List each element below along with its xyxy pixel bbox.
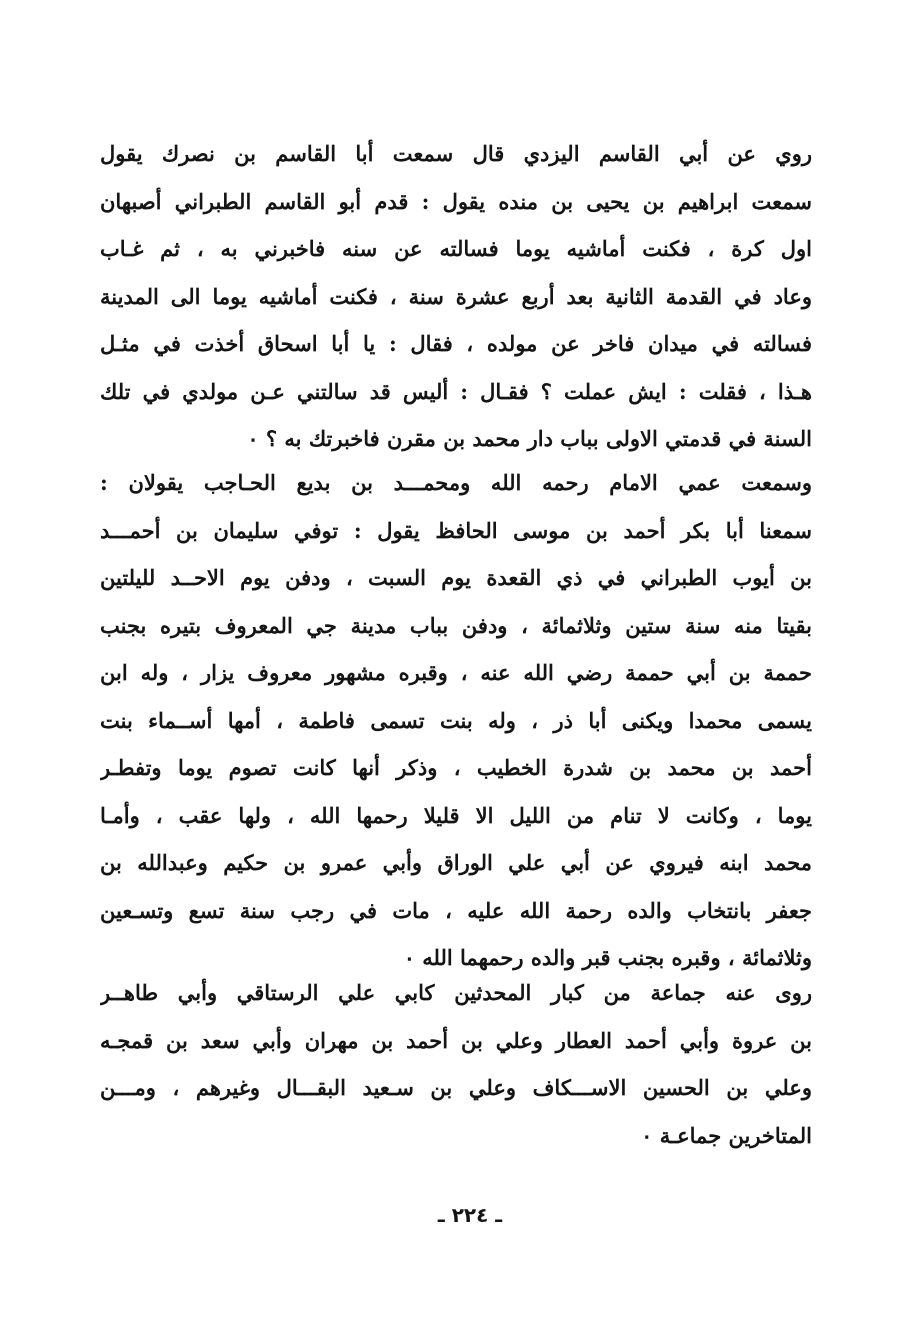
text-line: أحمد بن محمد بن شدرة الخطيب ، وذكر أنها كانت تصوم يوما وتفطـر: [100, 755, 812, 780]
text-line: وسمعت عمي الامام رحمه الله ومحمـــد بن بديع الحـاجب يقولان :: [100, 470, 812, 495]
text-line: يسمى محمدا ويكنى أبا ذر ، وله بنت تسمى فاطمة ، أمها أســماء بنت: [100, 707, 812, 733]
text-line: بقيتا منه سنة ستين وثلاثمائة ، ودفن بباب مدينة جي المعروف بتيره بجنب: [100, 612, 812, 638]
text-line: بن عروة وأبي أحمد العطار وعلي بن أحمد بن مهران وأبي سعد بن قمجـه: [100, 1027, 812, 1053]
text-line: وعلي بن الحسين الاســـكاف وعلي بن سـعيد البقـــال وغيرهم ، ومـــن: [100, 1075, 812, 1100]
text-line: وعاد في القدمة الثانية بعد أربع عشرة سنة ، فكنت أماشيه يوما الى المدينة: [100, 283, 812, 309]
text-line: المتاخرين جماعـة ٠: [641, 1122, 812, 1148]
text-line: السنة في قدمتي الاولى بباب دار محمد بن مقرن فاخبرتك به ؟ ٠: [247, 426, 812, 451]
text-line: جعفر بانتخاب والده رحمة الله عليه ، مات في رجب سنة تسع وتسـعين: [100, 897, 812, 923]
text-line: سمعت ابراهيم بن يحيى بن منده يقول : قدم أبو القاسم الطبراني أصبهان: [100, 188, 812, 214]
text-line: فسالته في ميدان فاخر عن مولده ، فقال : يا أبا اسحاق أخذت في مثـل: [100, 331, 812, 356]
paragraph: [100, 969, 812, 1159]
paragraph: [100, 130, 812, 463]
paragraph: [100, 459, 812, 982]
page-number: ـ ٢٢٤ ـ: [437, 1203, 503, 1227]
text-line: سمعنا أبا بكر أحمد بن موسى الحافظ يقول : توفي سليمان بن أحمـــد: [100, 517, 812, 543]
text-line: يوما ، وكانت لا تنام من الليل الا قليلا رحمها الله ، ولها عقب ، وأمـا: [100, 802, 812, 828]
text-line: وثلاثمائة ، وقبره بجنب قبر والده رحمهما الله ٠: [403, 945, 812, 970]
text-line: محمد ابنه فيروي عن أبي علي الوراق وأبي عمرو بن حكيم وعبدالله بن: [100, 850, 812, 875]
text-line: روي عن أبي القاسم اليزدي قال سمعت أبا القاسم بن نصرك يقول: [100, 141, 812, 166]
text-line: حممة بن أبي حممة رضي الله عنه ، وقبره مشهور معروف يزار ، وله ابن: [100, 660, 812, 685]
text-line: روى عنه جماعة من كبار المحدثين كابي علي الرستاقي وأبي طاهــر: [100, 980, 812, 1005]
text-line: بن أيوب الطبراني في ذي القعدة يوم السبت ، ودفن يوم الاحــد لليلتين: [100, 565, 812, 590]
text-line: اول كرة ، فكنت أماشيه يوما فسالته عن سنه فاخبرني به ، ثم غـاب: [100, 236, 812, 261]
text-line: هـذا ، فقلت : ايش عملت ؟ فقـال : أليس قد سالتني عـن مولدي في تلك: [100, 378, 812, 404]
